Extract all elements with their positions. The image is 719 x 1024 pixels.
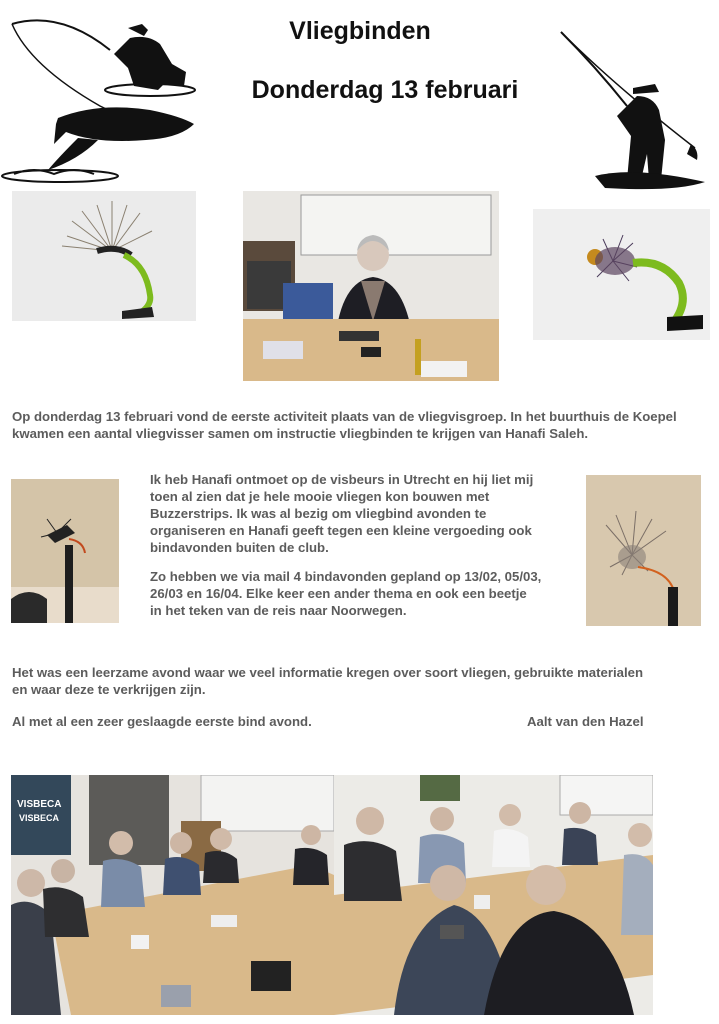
closing-sentence: Al met al een zeer geslaagde eerste bind avond.: [12, 714, 312, 729]
poster-text-1: VISBECA: [17, 799, 62, 810]
fly-photo-soft-hackle: [586, 475, 701, 626]
intro-paragraph: Op donderdag 13 februari vond de eerste activiteit plaats van de vliegvisgroep. In het buurthuis de Koepel kwamen een aantal vliegvisser samen om instructie vliegbinden te krijgen van Hanafi Saleh.: [12, 409, 677, 441]
fly-photo-dry-fly: [12, 191, 196, 321]
instructor-photo: [243, 191, 499, 381]
fly-photo-bead-nymph: [533, 209, 710, 340]
poster-text-2: VISBECA: [19, 813, 60, 823]
middle-paragraph-1: Ik heb Hanafi ontmoet op de visbeurs in Utrecht en hij liet mij toen al zien dat je hele mooie vliegen kon bouwen met Buzzerstrips. Ik was al bezig om vliegbind avonden te organiseren en Hanafi geeft tegen een kleine vergoeding ook bindavonden buiten de club.: [150, 472, 534, 555]
page-title: Vliegbinden: [289, 17, 431, 45]
fisherman-casting-icon: [0, 6, 210, 186]
closing-paragraph: Het was een leerzame avond waar we veel informatie kregen over soort vliegen, gebruikte materialen en waar deze te verkrijgen zijn.: [12, 665, 644, 697]
event-date: Donderdag 13 februari: [251, 76, 519, 104]
group-photo-right: [334, 775, 653, 1015]
fly-photo-vise-small: [11, 479, 119, 623]
wading-fisherman-icon: [555, 26, 715, 194]
author-name: Aalt van den Hazel: [527, 714, 644, 729]
middle-paragraph-2: Zo hebben we via mail 4 bindavonden gepland op 13/02, 05/03, 26/03 en 16/04. Elke keer een ander thema en ook een beetje in het teken van de reis naar Noorwegen.: [150, 569, 542, 618]
group-photo-left: [11, 775, 334, 1015]
